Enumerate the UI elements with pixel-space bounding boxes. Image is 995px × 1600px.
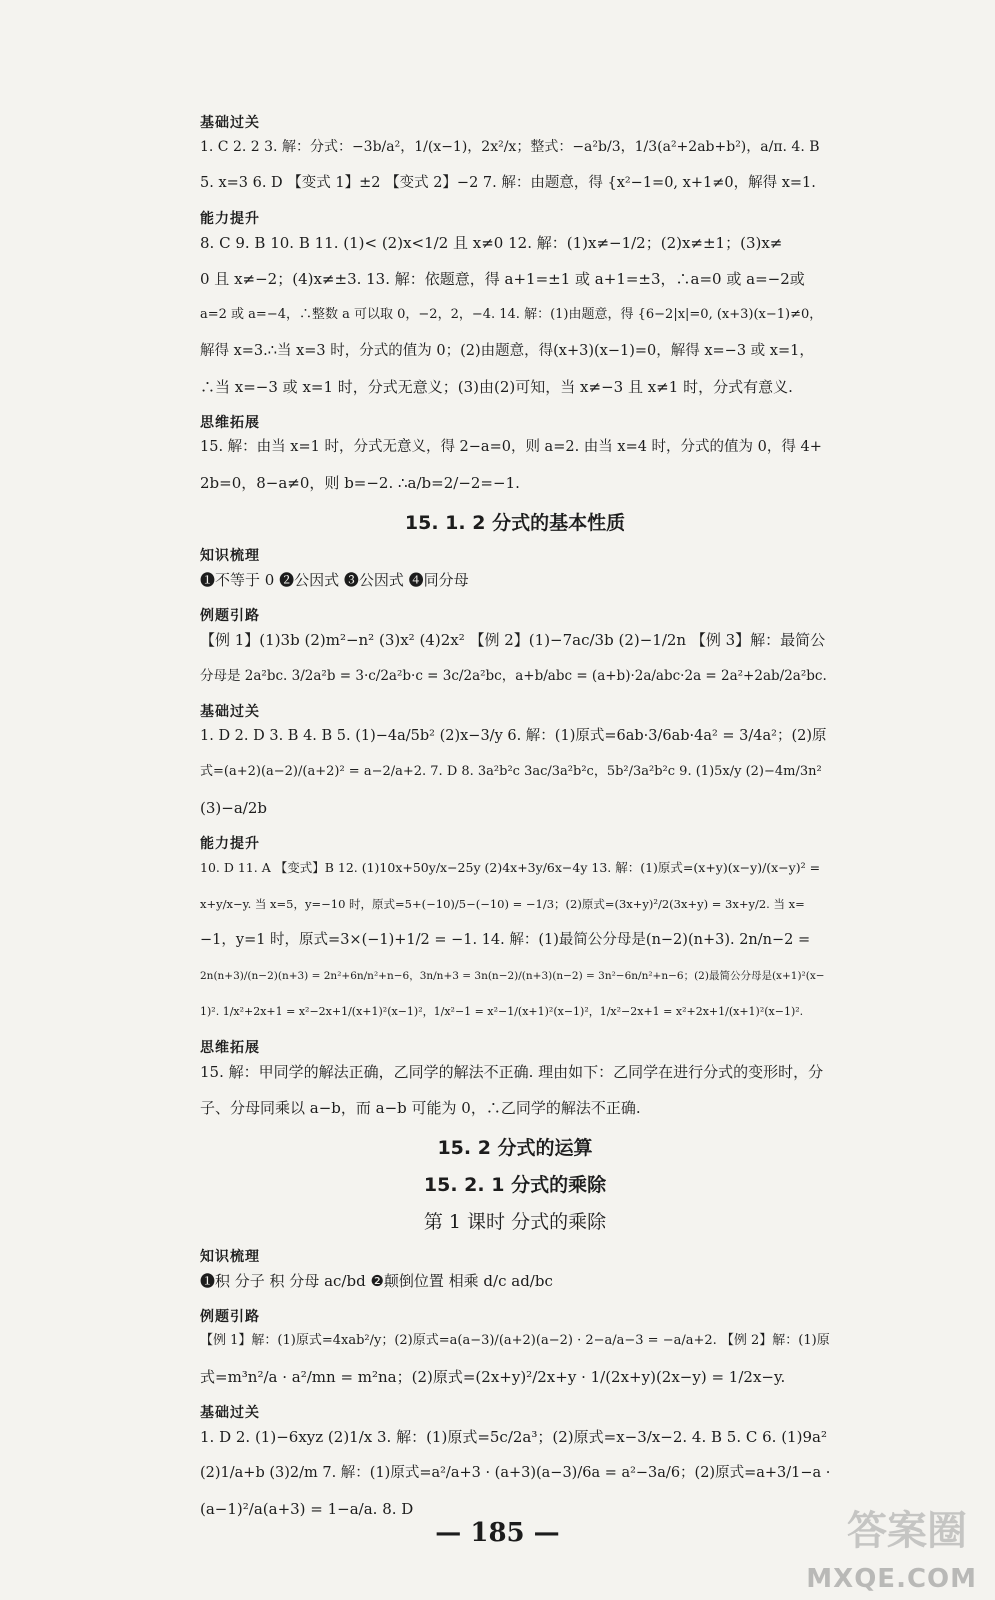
answer-line: 式=m³n²/a · a²/mn = m²na；(2)原式=(2x+y)²/2x+y · 1/(2x+y)(2x−y) = 1/2x−y. bbox=[200, 1368, 786, 1386]
watermark bbox=[806, 1506, 987, 1596]
chapter-title: 15. 1. 2 分式的基本性质 bbox=[404, 512, 626, 534]
answer-line: 解得 x=3.∴当 x=3 时，分式的值为 0；(2)由题意，得(x+3)(x−1)=0，解得 x=−3 或 x=1， bbox=[200, 343, 814, 359]
section-heading: 思维拓展 bbox=[200, 1040, 260, 1056]
section-heading: 例题引路 bbox=[200, 608, 260, 624]
section-heading: 知识梳理 bbox=[200, 548, 260, 564]
section-heading: 知识梳理 bbox=[200, 1249, 260, 1265]
answer-line: x+y/x−y. 当 x=5，y=−10 时，原式=5+(−10)/5−(−10) = −1/3；(2)原式=(3x+y)²/2(3x+y) = 3x+y/2. 当 x= bbox=[200, 897, 805, 911]
section-heading: 基础过关 bbox=[200, 704, 260, 720]
answer-line: 5. x=3 6. D 【变式 1】±2 【变式 2】−2 7. 解：由题意，得 {x²−1=0, x+1≠0，解得 x=1. bbox=[200, 175, 816, 191]
section-heading: 思维拓展 bbox=[200, 415, 260, 431]
chapter-title: 15. 2. 1 分式的乘除 bbox=[423, 1174, 607, 1196]
answer-line: ∴当 x=−3 或 x=1 时，分式无意义；(3)由(2)可知，当 x≠−3 且 x≠1 时，分式有意义. bbox=[200, 378, 793, 396]
answer-line: a=2 或 a=−4，∴整数 a 可以取 0，−2，2，−4. 14. 解：(1)由题意，得 {6−2|x|=0, (x+3)(x−1)≠0， bbox=[200, 307, 823, 322]
answer-line: 2b=0，8−a≠0，则 b=−2. ∴a/b=2/−2=−1. bbox=[200, 474, 520, 492]
section-heading: 基础过关 bbox=[200, 115, 260, 131]
answer-line: 1. D 2. (1)−6xyz (2)1/x 3. 解：(1)原式=5c/2a³；(2)原式=x−3/x−2. 4. B 5. C 6. (1)9a² bbox=[200, 1428, 827, 1446]
chapter-title: 第 1 课时 分式的乘除 bbox=[423, 1211, 607, 1233]
section-heading: 能力提升 bbox=[200, 211, 260, 227]
answer-line: 15. 解：甲同学的解法正确，乙同学的解法不正确. 理由如下：乙同学在进行分式的变形时，分 bbox=[200, 1063, 824, 1081]
answer-line: (2)1/a+b (3)2/m 7. 解：(1)原式=a²/a+3 · (a+3)(a−3)/6a = a²−3a/6；(2)原式=a+3/1−a · bbox=[200, 1465, 831, 1481]
section-heading: 基础过关 bbox=[200, 1405, 260, 1421]
answer-line: 1. C 2. 2 3. 解：分式：−3b/a²，1/(x−1)，2x²/x；整式：−a²b/3，1/3(a²+2ab+b²)，a/π. 4. B bbox=[200, 139, 820, 155]
page-number: — 185 — bbox=[435, 1518, 560, 1548]
answer-line: 2n(n+3)/(n−2)(n+3) = 2n²+6n/n²+n−6，3n/n+3 = 3n(n−2)/(n+3)(n−2) = 3n²−6n/n²+n−6；(2)最简公分母是(x+1)²(x− bbox=[200, 970, 825, 982]
answer-line: (3)−a/2b bbox=[200, 799, 267, 817]
answer-line: 8. C 9. B 10. B 11. (1)< (2)x<1/2 且 x≠0 12. 解：(1)x≠−1/2；(2)x≠±1；(3)x≠ bbox=[200, 234, 783, 252]
watermark-logo: 答案圈 bbox=[847, 1508, 967, 1554]
answer-line: 1. D 2. D 3. B 4. B 5. (1)−4a/5b² (2)x−3/y 6. 解：(1)原式=6ab·3/6ab·4a² = 3/4a²；(2)原 bbox=[200, 728, 827, 744]
answer-line: ❶积 分子 积 分母 ac/bd ❷颠倒位置 相乘 d/c ad/bc bbox=[200, 1272, 553, 1290]
answer-line: 式=(a+2)(a−2)/(a+2)² = a−2/a+2. 7. D 8. 3a²b²c 3ac/3a²b²c，5b²/3a²b²c 9. (1)5x/y (2)−4m/3n² bbox=[200, 764, 822, 779]
answer-line: 1)². 1/x²+2x+1 = x²−2x+1/(x+1)²(x−1)²，1/x²−1 = x²−1/(x+1)²(x−1)²，1/x²−2x+1 = x²+2x+1/(x+1)²(x−1)². bbox=[200, 1005, 804, 1018]
chapter-title: 15. 2 分式的运算 bbox=[437, 1137, 593, 1159]
answer-page bbox=[200, 106, 830, 1534]
answer-line: 10. D 11. A 【变式】B 12. (1)10x+50y/x−25y (2)4x+3y/6x−4y 13. 解：(1)原式=(x+y)(x−y)/(x−y)² = bbox=[200, 860, 821, 875]
answer-line: 【例 1】(1)3b (2)m²−n² (3)x² (4)2x² 【例 2】(1)−7ac/3b (2)−1/2n 【例 3】解：最简公 bbox=[200, 631, 826, 649]
answer-line: (a−1)²/a(a+3) = 1−a/a. 8. D bbox=[200, 1500, 414, 1518]
answer-line: 【例 1】解：(1)原式=4xab²/y；(2)原式=a(a−3)/(a+2)(a−2) · 2−a/a−3 = −a/a+2. 【例 2】解：(1)原 bbox=[200, 1333, 830, 1348]
answer-line: −1，y=1 时，原式=3×(−1)+1/2 = −1. 14. 解：(1)最简公分母是(n−2)(n+3). 2n/n−2 = bbox=[200, 932, 811, 948]
section-heading: 例题引路 bbox=[200, 1309, 260, 1325]
watermark-site: MXQE.COM bbox=[806, 1564, 977, 1594]
answer-line: 分母是 2a²bc. 3/2a²b = 3·c/2a²b·c = 3c/2a²bc，a+b/abc = (a+b)·2a/abc·2a = 2a²+2ab/2a²bc. bbox=[200, 668, 827, 684]
answer-line: 子、分母同乘以 a−b，而 a−b 可能为 0，∴乙同学的解法不正确. bbox=[200, 1099, 641, 1117]
answer-line: ❶不等于 0 ❷公因式 ❸公因式 ❹同分母 bbox=[200, 571, 469, 589]
answer-line: 15. 解：由当 x=1 时，分式无意义，得 2−a=0，则 a=2. 由当 x=4 时，分式的值为 0，得 4+ bbox=[200, 439, 822, 455]
section-heading: 能力提升 bbox=[200, 836, 260, 852]
answer-line: 0 且 x≠−2；(4)x≠±3. 13. 解：依题意，得 a+1=±1 或 a+1=±3，∴a=0 或 a=−2或 bbox=[200, 270, 805, 288]
